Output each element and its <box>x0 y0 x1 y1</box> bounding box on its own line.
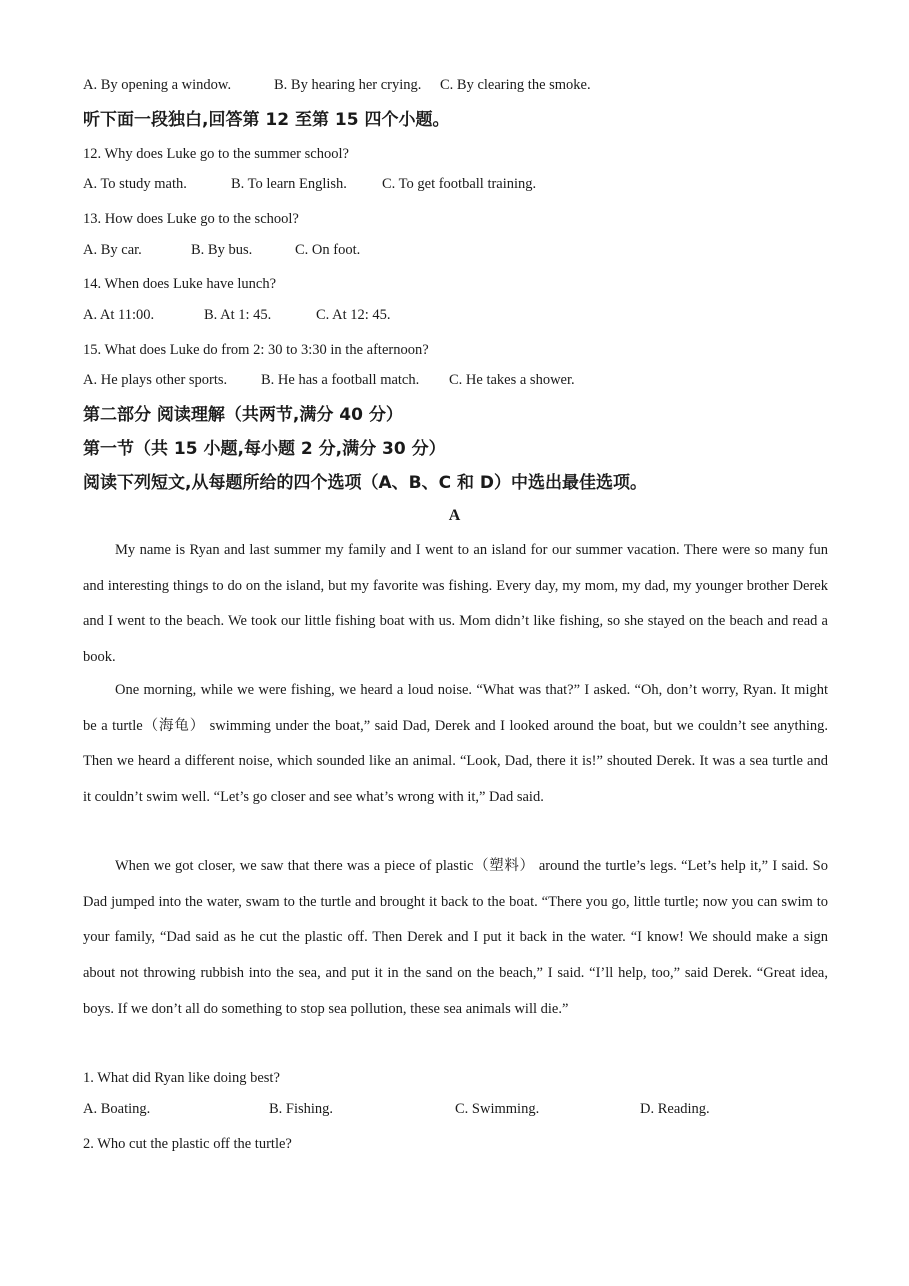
q12-option-a: A. To study math. <box>83 176 187 192</box>
q13-options <box>83 242 828 262</box>
q14-option-a: A. At 11:00. <box>83 307 155 323</box>
passage-paragraph-2: One morning, while we were fishing, we heard a loud noise. “What was that?” I asked. “Oh, don’t worry, Ryan. It might be a turtle（海龟） swimming under the boat,” said Dad, Derek and I looked around the boat, but we couldn’t see anything. Then we heard a different noise, which sounded like an animal. “Look, Dad, there it is!” shouted Derek. It was a sea turtle and it couldn’t swim well. “Let’s go closer and see what’s wrong with it,” Dad said. <box>83 682 828 806</box>
q14-question: 14. When does Luke have lunch? <box>83 276 277 292</box>
q15-question: 15. What does Luke do from 2: 30 to 3:30 in the afternoon? <box>83 342 429 358</box>
q12-option-c: C. To get football training. <box>382 176 537 192</box>
q15-option-c: C. He takes a shower. <box>449 372 575 388</box>
q15-option-a: A. He plays other sports. <box>83 372 228 388</box>
q1-options <box>83 1101 828 1121</box>
q2-question: 2. Who cut the plastic off the turtle? <box>83 1136 292 1152</box>
q1-option-a: A. Boating. <box>83 1101 151 1117</box>
q13-option-a: A. By car. <box>83 242 142 258</box>
section1-heading: 第一节（共 15 小题,每小题 2 分,满分 30 分） <box>83 439 446 459</box>
q12-options <box>83 176 828 196</box>
q1-option-b: B. Fishing. <box>269 1101 334 1117</box>
q1-question: 1. What did Ryan like doing best? <box>83 1070 280 1086</box>
q13-option-b: B. By bus. <box>191 242 253 258</box>
q13-option-c: C. On foot. <box>295 242 361 258</box>
q11-option-c: C. By clearing the smoke. <box>440 77 591 93</box>
q11-options <box>83 77 828 97</box>
q14-option-c: C. At 12: 45. <box>316 307 391 323</box>
q1-option-c: C. Swimming. <box>455 1101 540 1117</box>
passage-title: A <box>448 507 461 524</box>
q15-options <box>83 372 828 392</box>
passage-paragraph-1: My name is Ryan and last summer my family and I went to an island for our summer vacation. There were so many fun and interesting things to do on the island, but my favorite was fishing. Every day, my mom, my dad, my younger brother Derek and I went to the beach. We took our little fishing boat with us. Mom didn’t like fishing, so she stayed on the beach and read a book. <box>83 542 828 666</box>
part2-heading: 第二部分 阅读理解（共两节,满分 40 分） <box>83 405 403 425</box>
reading-instructions: 阅读下列短文,从每题所给的四个选项（A、B、C 和 D）中选出最佳选项。 <box>83 473 647 493</box>
q12-question: 12. Why does Luke go to the summer school? <box>83 146 349 162</box>
passage-paragraph-3: When we got closer, we saw that there was a piece of plastic（塑料） around the turtle’s legs. “Let’s help it,” I said. So Dad jumped into the water, swam to the turtle and brought it back to the boat. “There you go, little turtle; now you can swim to your family, “Dad said as he cut the plastic off. Then Derek and I put it back in the water. “I know! We should make a sign about not throwing rubbish into the sea, and put it in the sand on the beach,” I said. “I’ll help, too,” said Derek. “Great idea, boys. If we don’t all do something to stop sea pollution, these sea animals will die.” <box>83 858 828 1017</box>
monologue-instruction: 听下面一段独白,回答第 12 至第 15 四个小题。 <box>83 110 450 130</box>
q14-option-b: B. At 1: 45. <box>204 307 272 323</box>
q1-option-d: D. Reading. <box>640 1101 710 1117</box>
q14-options <box>83 307 828 327</box>
q11-option-b: B. By hearing her crying. <box>274 77 422 93</box>
q11-option-a: A. By opening a window. <box>83 77 232 93</box>
q13-question: 13. How does Luke go to the school? <box>83 211 299 227</box>
q15-option-b: B. He has a football match. <box>261 372 420 388</box>
q12-option-b: B. To learn English. <box>231 176 347 192</box>
